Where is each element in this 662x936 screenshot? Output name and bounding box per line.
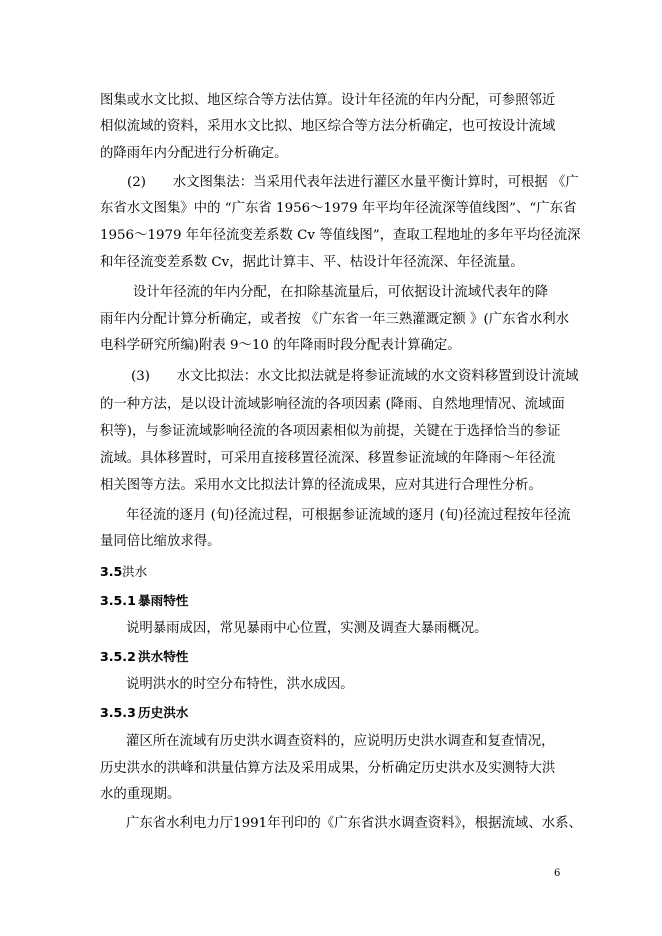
text-line: 广东省水利电力厅1991年刊印的《广东省洪水调查资料》，根据流域、水系、	[126, 816, 582, 831]
text-line: 相关图等方法。采用水文比拟法计算的径流成果，应对其进行合理性分析。	[100, 478, 542, 493]
section-heading	[100, 562, 147, 582]
section-number: 3.5	[100, 564, 123, 579]
text-line: 和年径流变差系数 Cv，据此计算丰、平、枯设计年径流深、年径流量。	[100, 255, 524, 270]
text-line: 灌区所在流域有历史洪水调查资料的，应说明历史洪水调查和复查情况，	[126, 734, 555, 749]
section-heading	[100, 591, 188, 611]
text-line: 积等)，与参证流域影响径流的各项因素相似为前提，关键在于选择恰当的参证	[100, 424, 561, 439]
section-title: 洪水	[122, 564, 148, 579]
section-number: 3.5.2	[100, 649, 136, 664]
text-line: 设计年径流的年内分配，在扣除基流量后，可依据设计流域代表年的降	[133, 285, 549, 300]
section-title: 暴雨特性	[138, 593, 189, 608]
text-line: 流域。具体移置时，可采用直接移置径流深、移置参证流域的年降雨～年径流	[100, 451, 556, 466]
section-heading	[100, 647, 188, 667]
text-line: (2) 水文图集法：当采用代表年法进行灌区水量平衡计算时，可根据 《广	[127, 175, 579, 190]
section-heading	[100, 703, 188, 723]
text-line: 的降雨年内分配进行分析确定。	[100, 146, 288, 161]
section-number: 3.5.3	[100, 705, 136, 720]
text-line: 说明洪水的时空分布特性，洪水成因。	[126, 677, 354, 692]
text-line: 图集或水文比拟、地区综合等方法估算。设计年径流的年内分配，可参照邻近	[100, 93, 556, 108]
text-line: 水的重现期。	[100, 787, 181, 802]
text-line: (3) 水文比拟法：水文比拟法就是将参证流域的水文资料移置到设计流域	[131, 369, 579, 384]
section-number: 3.5.1	[100, 593, 136, 608]
section-title: 洪水特性	[138, 649, 189, 664]
text-line: 历史洪水的洪峰和洪量估算方法及采用成果，分析确定历史洪水及实测特大洪	[100, 761, 556, 776]
text-line: 相似流域的资料，采用水文比拟、地区综合等方法分析确定，也可按设计流域	[100, 119, 556, 134]
text-line: 年径流的逐月 (旬)径流过程，可根据参证流域的逐月 (旬)径流过程按年径流	[126, 508, 571, 523]
section-title: 历史洪水	[138, 705, 189, 720]
text-line: 说明暴雨成因，常见暴雨中心位置，实测及调查大暴雨概况。	[126, 621, 488, 636]
text-line: 量同倍比缩放求得。	[100, 534, 221, 549]
text-line: 东省水文图集》中的 “广东省 1956～1979 年平均年径流深等值线图”、“广东省	[100, 201, 577, 216]
text-line: 电科学研究所编)附表 9～10 的年降雨时段分配表计算确定。	[100, 338, 461, 353]
text-line: 的一种方法，是以设计流域影响径流的各项因素 (降雨、自然地理情况、流域面	[100, 397, 565, 412]
text-line: 雨年内分配计算分析确定，或者按 《广东省一年三熟灌溉定额 》(广东省水利水	[100, 312, 570, 327]
text-line: 1956～1979 年年径流变差系数 Cv 等值线图”，查取工程地址的多年平均径流深	[100, 228, 581, 243]
page-number: 6	[554, 868, 561, 879]
